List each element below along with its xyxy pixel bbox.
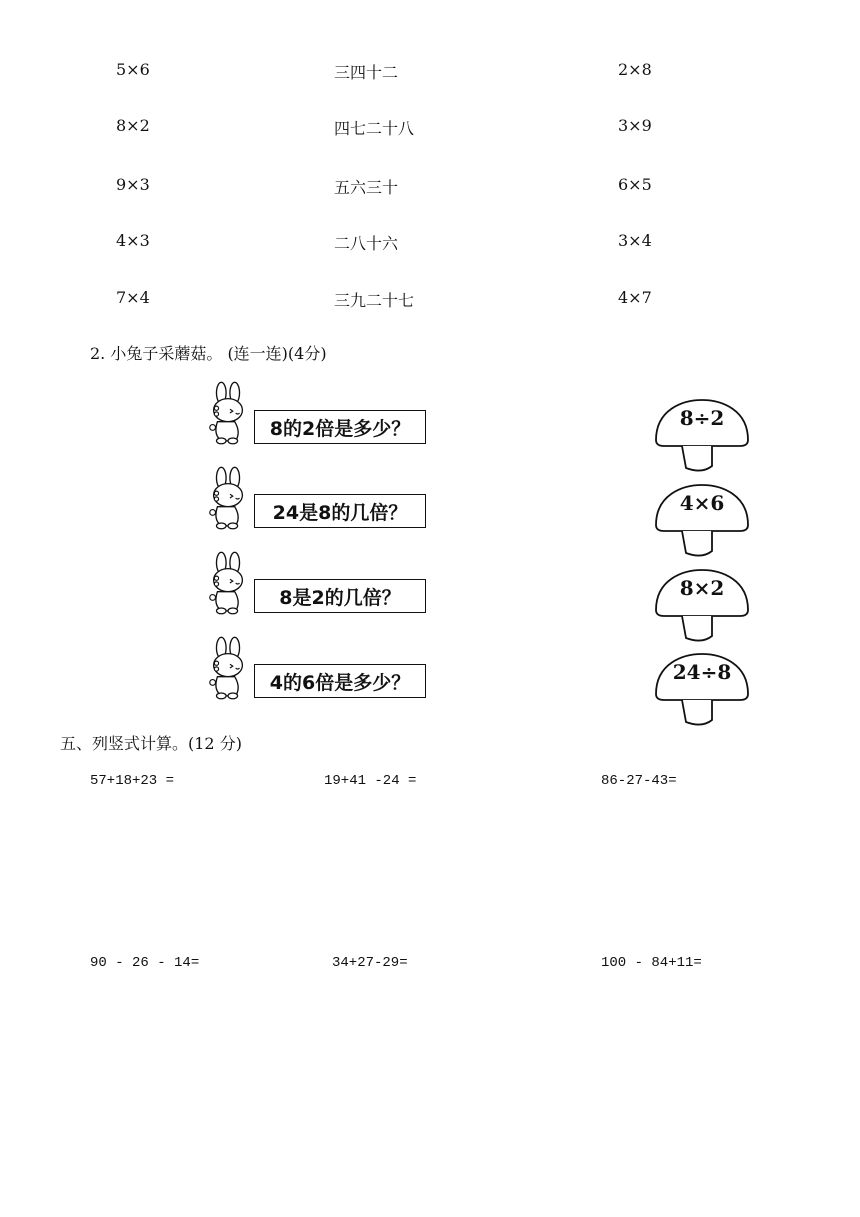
vertical-calc-problem: 34+27-29= <box>332 955 408 971</box>
vertical-calc-problem: 19+41 -24 = <box>324 773 417 789</box>
rabbit-icon <box>204 465 252 533</box>
multiplication-rhyme: 三九二十七 <box>334 291 415 310</box>
vertical-calc-problem: 86-27-43= <box>601 773 677 789</box>
question-2-title: 2. 小兔子采蘑菇。 (连一连)(4分) <box>90 344 327 363</box>
question-box[interactable]: 24是8的几倍？ <box>254 494 426 528</box>
section-5-title: 五、列竖式计算。(12 分) <box>60 734 242 753</box>
expression-right: 6×5 <box>618 175 652 194</box>
question-box[interactable]: 4的6倍是多少？ <box>254 664 426 698</box>
vertical-calc-problem: 100 - 84+11= <box>601 955 702 971</box>
rabbit-icon <box>204 380 252 448</box>
vertical-calc-problem: 57+18+23 = <box>90 773 175 789</box>
expression-left: 9×3 <box>116 175 150 194</box>
expression-left: 5×6 <box>116 60 150 79</box>
multiplication-rhyme: 三四十二 <box>334 63 399 82</box>
question-box[interactable]: 8是2的几倍？ <box>254 579 426 613</box>
mushroom-label: 8×2 <box>679 576 725 600</box>
multiplication-rhyme: 五六三十 <box>334 178 399 197</box>
mushroom-label: 24÷8 <box>672 660 732 684</box>
mushroom-label: 8÷2 <box>679 406 725 430</box>
question-box[interactable]: 8的2倍是多少？ <box>254 410 426 444</box>
expression-right: 4×7 <box>618 288 652 307</box>
expression-right: 2×8 <box>618 60 652 79</box>
rabbit-icon <box>204 635 252 703</box>
expression-left: 4×3 <box>116 231 150 250</box>
expression-left: 8×2 <box>116 116 150 135</box>
mushroom-label: 4×6 <box>679 491 725 515</box>
expression-left: 7×4 <box>116 288 150 307</box>
vertical-calc-problem: 90 - 26 - 14= <box>90 955 200 971</box>
multiplication-rhyme: 四七二十八 <box>334 119 415 138</box>
multiplication-rhyme: 二八十六 <box>334 234 399 253</box>
rabbit-icon <box>204 550 252 618</box>
expression-right: 3×4 <box>618 231 652 250</box>
expression-right: 3×9 <box>618 116 652 135</box>
